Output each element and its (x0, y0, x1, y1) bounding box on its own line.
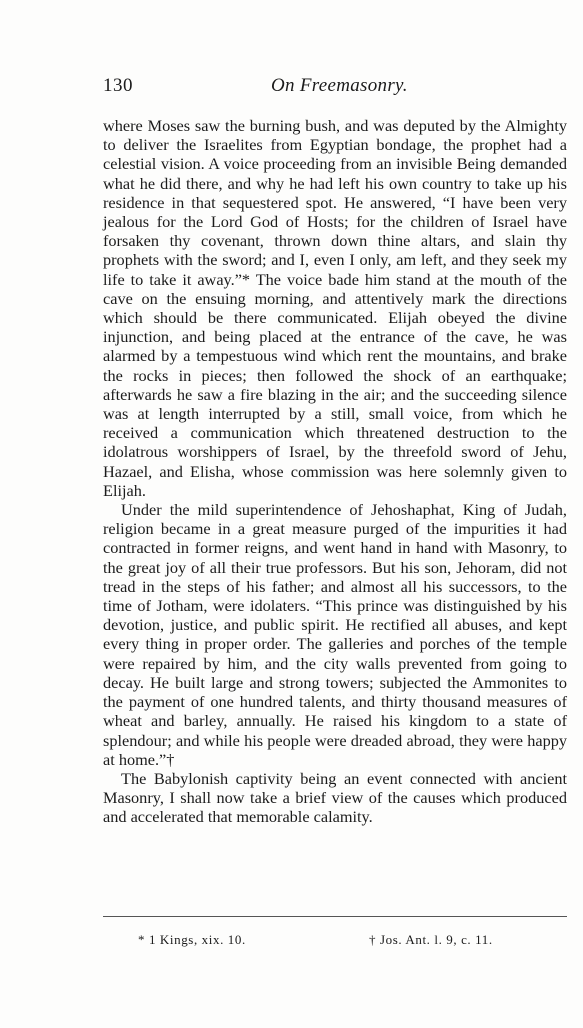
footnote-divider (103, 916, 567, 917)
footnotes (103, 932, 567, 952)
paragraph: where Moses saw the burning bush, and was deputed by the Almighty to deliver the Israelites from Egyptian bondage, the prophet had a celestial vision. A voice proceeding from an invisible Being demanded what he did there, and why he had left his own country to take up his residence in that sequestered spot. He answered, “I have been very jealous for the Lord God of Hosts; for the children of Israel have forsaken thy covenant, thrown down thine altars, and slain thy prophets with the sword; and I, even I only, am left, and they seek my life to take it away.”* The voice bade him stand at the mouth of the cave on the ensuing morning, and attentively mark the directions which should be there communicated. Elijah obeyed the divine injunction, and being placed at the entrance of the cave, he was alarmed by a tempestuous wind which rent the mountains, and brake the rocks in pieces; then followed the shock of an earthquake; afterwards he saw a fire blazing in the air; and the succeeding silence was at length interrupted by a still, small voice, from which he received a communication which threatened destruction to the idolatrous worshippers of Israel, by the threefold sword of Jehu, Hazael, and Elisha, whose commission was here solemnly given to Elijah. (103, 116, 567, 500)
page-number: 130 (103, 75, 133, 96)
body-text (103, 116, 567, 827)
page-header (103, 75, 567, 101)
footnote-kings: * 1 Kings, xix. 10. (138, 932, 246, 947)
paragraph: The Babylonish captivity being an event connected with ancient Masonry, I shall now take a brief view of the causes which produced and accelerated that memorable calamity. (103, 768, 567, 827)
paragraph: Under the mild superintendence of Jehoshaphat, King of Judah, religion became in a great measure purged of the impurities it had contracted in former reigns, and went hand in hand with Masonry, to the great joy of all their true professors. But his son, Jehoram, did not tread in the steps of his father; and almost all his successors, to the time of Jotham, were idolaters. “This prince was distinguished by his devotion, justice, and public spirit. He rectified all abuses, and kept every thing in proper order. The galleries and porches of the temple were repaired by him, and the city walls prevented from going to decay. He built large and strong towers; subjected the Ammonites to the payment of one hundred talents, and thirty thousand measures of wheat and barley, annually. He raised his kingdom to a state of splendour; and while his people were dreaded abroad, they were happy at home.”† (103, 500, 567, 769)
footnote-josephus: † Jos. Ant. l. 9, c. 11. (369, 932, 493, 947)
running-title: On Freemasonry. (271, 75, 408, 96)
